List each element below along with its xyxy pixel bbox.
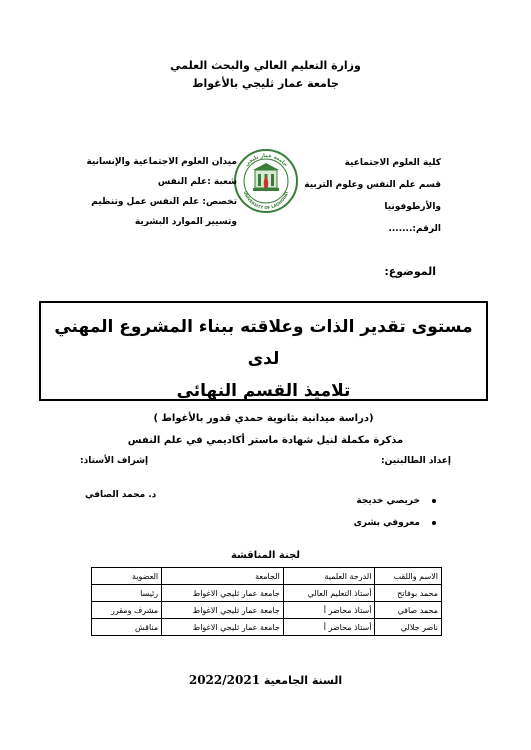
- table-cell: أستاذ محاضر أ: [283, 619, 375, 636]
- faculty-name: كلية العلوم الاجتماعية: [344, 158, 441, 168]
- table-cell: جامعة عمار ثليجي الاغواط: [162, 619, 284, 636]
- domain-name: ميدان العلوم الاجتماعية والإنسانية: [86, 157, 237, 167]
- thesis-title-box: [39, 301, 488, 424]
- university-logo: [233, 148, 299, 214]
- table-cell: ناصر جلالي: [375, 619, 442, 636]
- department-name-cont: والأرطوفونيا: [384, 202, 441, 212]
- supervision-label: إشراف الأستاذ:: [80, 456, 149, 466]
- academic-year-label: السنة الجامعية: [263, 674, 343, 687]
- table-cell: مناقش: [92, 619, 162, 636]
- branch-name: شعبة :علم النفس: [157, 177, 237, 187]
- ministry-header: [0, 57, 531, 93]
- table-header-row: [92, 568, 442, 585]
- student-name: خريصي خديجة: [356, 496, 420, 506]
- bullet-icon: [432, 521, 436, 525]
- department-name: قسم علم النفس وعلوم التربية: [304, 180, 441, 190]
- academic-year-value: 2022/2021: [188, 673, 261, 687]
- specialty-name: تخصص: علم النفس عمل وتنظيم: [91, 197, 237, 207]
- svg-text:جامعة عمار ثليجي: جامعة عمار ثليجي: [243, 152, 289, 168]
- table-row: [92, 585, 442, 602]
- thesis-title-line2: تلاميذ القسم النهائي: [176, 381, 351, 401]
- table-cell: جامعة عمار ثليجي الاغواط: [162, 585, 284, 602]
- university-name: جامعة عمار ثليجي بالأغواط: [192, 77, 339, 90]
- table-cell: محمد بوفاتح: [375, 585, 442, 602]
- committee-table: [91, 567, 442, 636]
- prepared-by-label: إعداد الطالبتين:: [381, 456, 451, 466]
- supervisor-name: د. محمد الصافي: [85, 490, 157, 500]
- table-cell: مشرف ومقرر: [92, 602, 162, 619]
- table-cell: أستاذ محاضر أ: [283, 602, 375, 619]
- table-cell: أستاذ التعليم العالي: [283, 585, 375, 602]
- thesis-title: [41, 311, 486, 407]
- list-item: [354, 490, 436, 512]
- specialty-name-cont: وتسيير الموارد البشرية: [134, 217, 237, 227]
- ministry-name: وزارة التعليم العالي والبحث العلمي: [170, 59, 361, 72]
- academic-year: [0, 673, 531, 687]
- memo-text: مذكرة مكملة لنيل شهادة ماستر أكاديمي في علم النفس: [127, 435, 404, 446]
- subject-label: الموضوع:: [384, 265, 436, 278]
- table-cell: جامعة عمار ثليجي الاغواط: [162, 602, 284, 619]
- table-cell: محمد صافي: [375, 602, 442, 619]
- thesis-subtitle: (دراسة ميدانية بثانوية حمدي قدور بالأغواط ): [153, 413, 374, 424]
- column-header: العضوية: [92, 568, 162, 585]
- table-row: [92, 619, 442, 636]
- domain-info: [72, 152, 237, 232]
- logo-seal-icon: [233, 148, 299, 214]
- reference-number: الرقم:.......: [388, 224, 441, 234]
- svg-text:UNIVERSITY OF LAGHOUAT: UNIVERSITY OF LAGHOUAT: [242, 190, 290, 211]
- bullet-icon: [432, 499, 436, 503]
- thesis-title-line1: مستوى تقدير الذات وعلاقته ببناء المشروع المهني لدى: [54, 317, 473, 369]
- table-row: [92, 602, 442, 619]
- column-header: الاسم واللقب: [375, 568, 442, 585]
- column-header: الدرجة العلمية: [283, 568, 375, 585]
- students-list: [354, 490, 436, 534]
- list-item: [354, 512, 436, 534]
- column-header: الجامعة: [162, 568, 284, 585]
- table-cell: رئيسا: [92, 585, 162, 602]
- committee-title: لجنة المناقشة: [230, 550, 301, 561]
- student-name: معروفي بشرى: [353, 518, 420, 528]
